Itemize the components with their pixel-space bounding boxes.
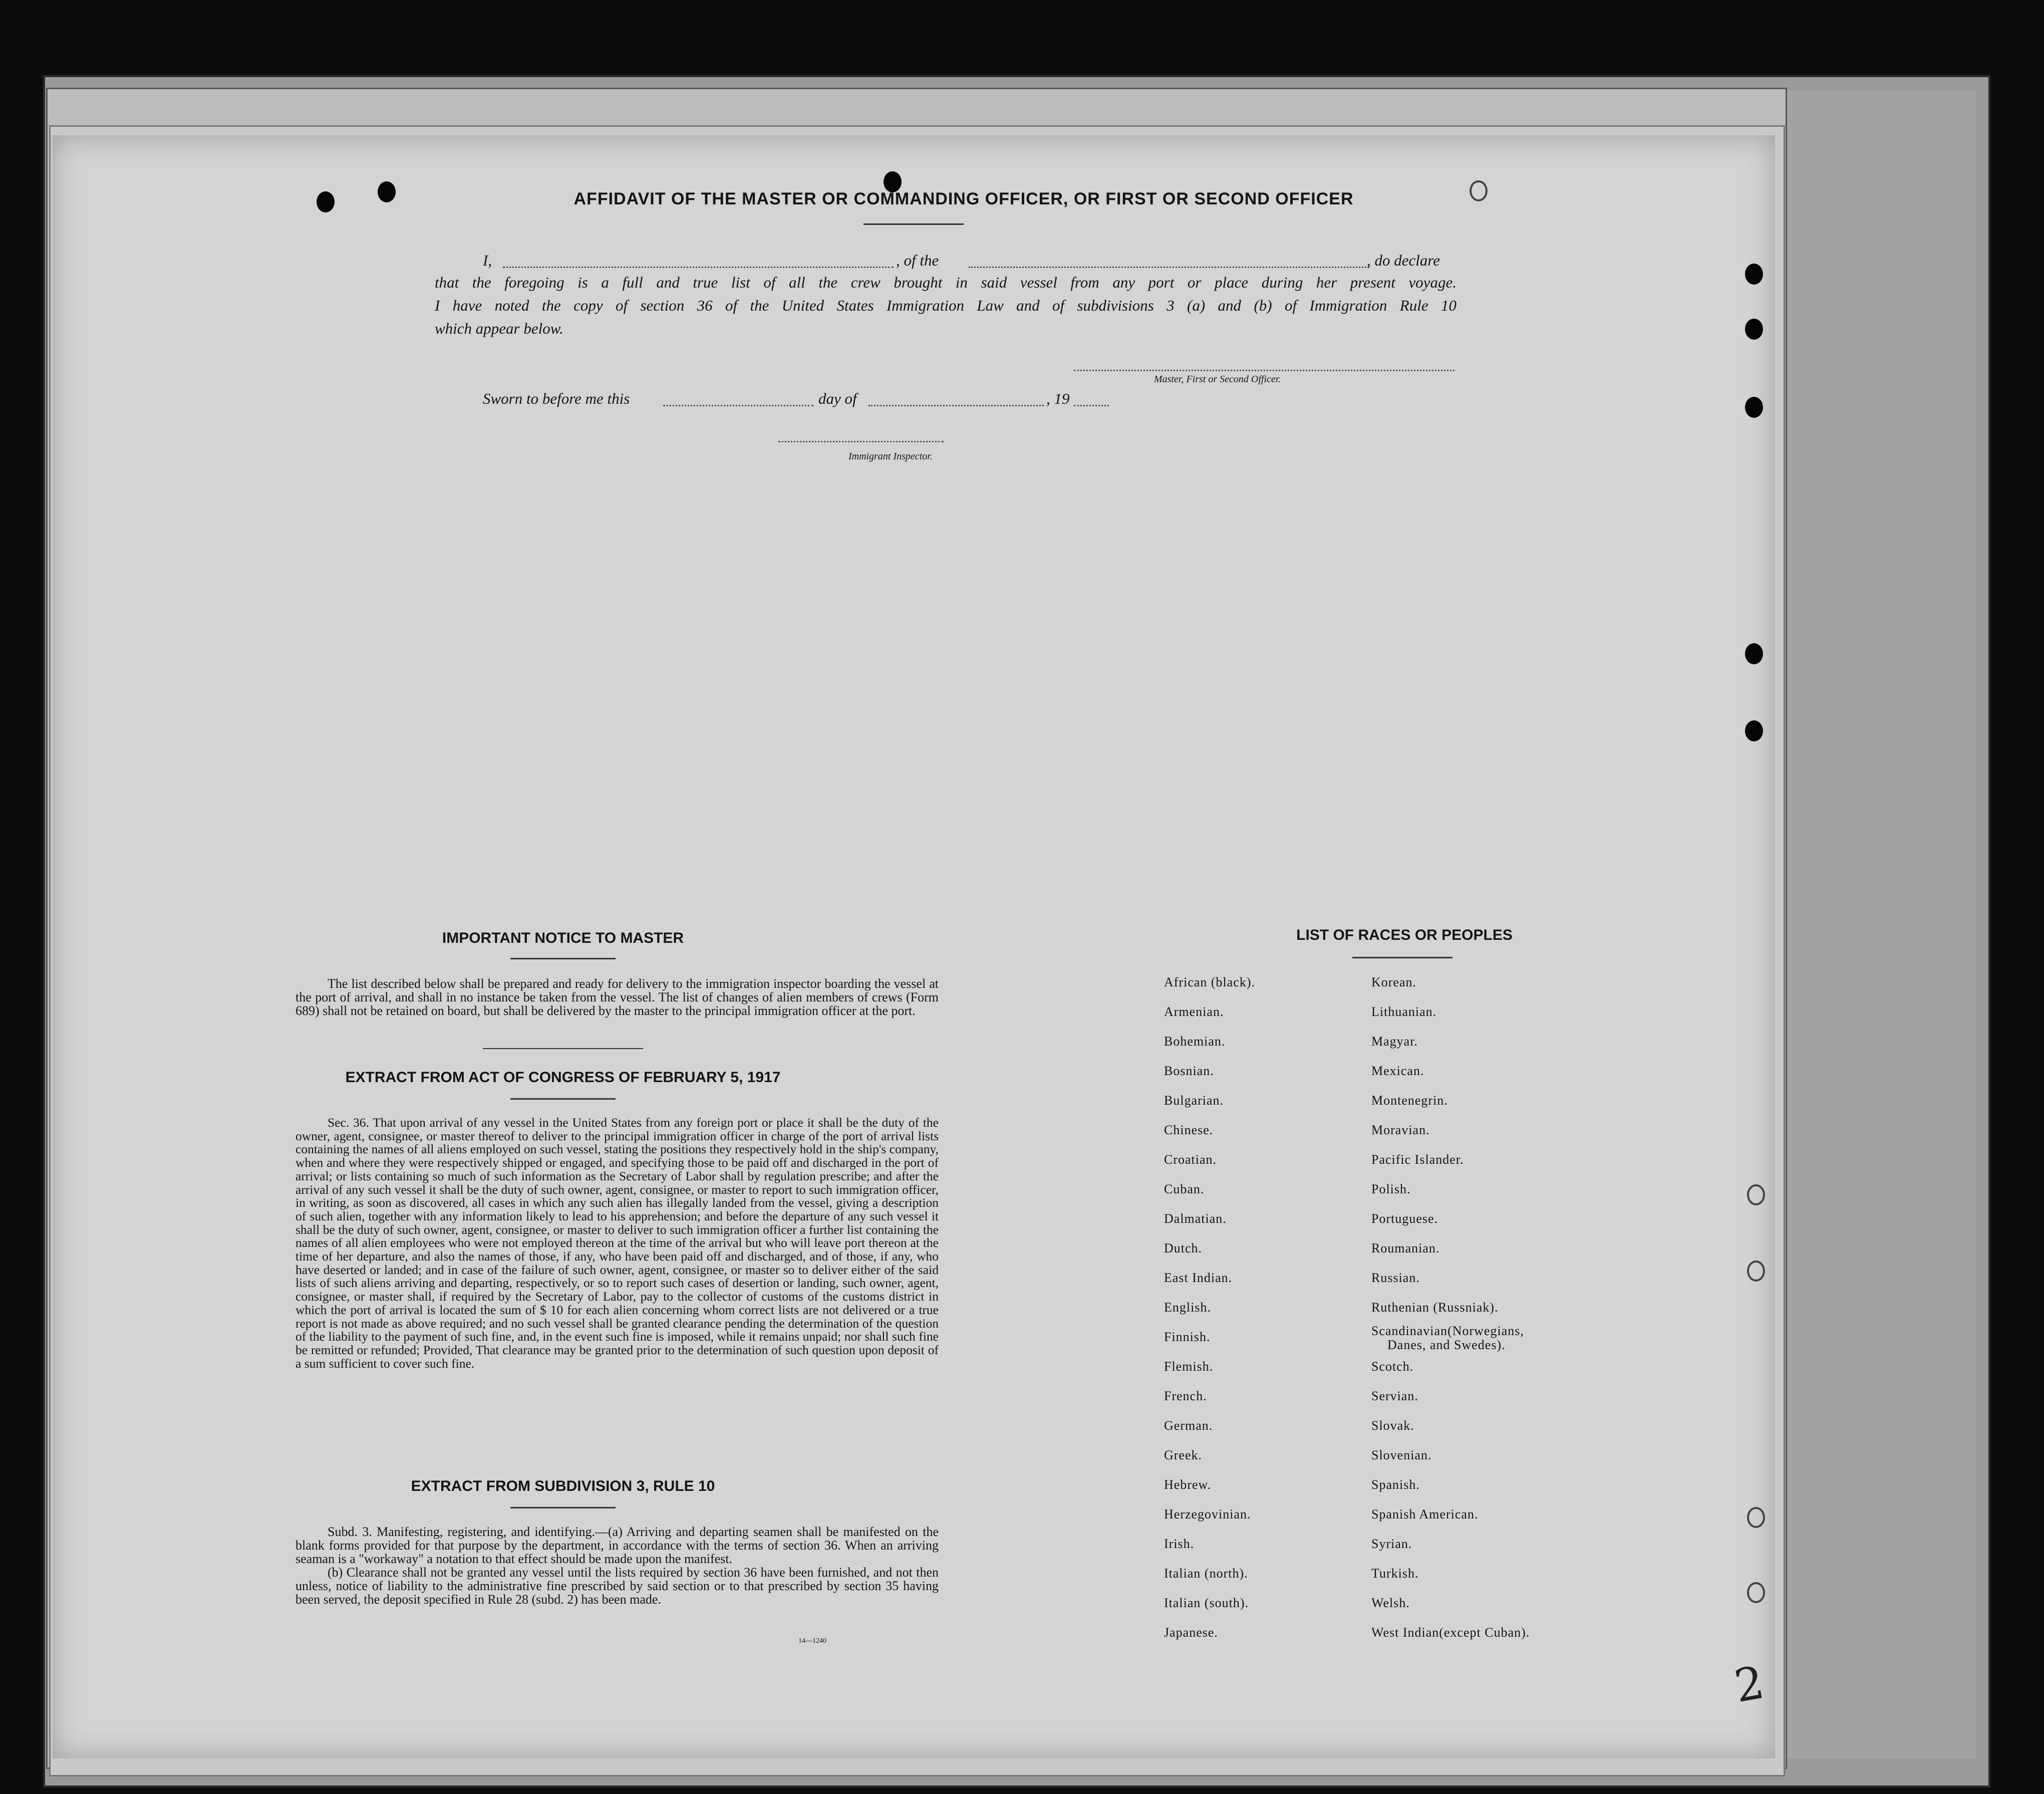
race-item: Magyar.	[1371, 1034, 1418, 1049]
race-item: Finnish.	[1164, 1330, 1211, 1344]
punch-hole	[1747, 1507, 1765, 1528]
notice-title: IMPORTANT NOTICE TO MASTER	[442, 930, 684, 946]
punch-hole	[1745, 397, 1763, 418]
race-item: Dutch.	[1164, 1241, 1203, 1255]
race-item: French.	[1164, 1389, 1207, 1403]
race-item: German.	[1164, 1418, 1213, 1433]
punch-hole	[317, 191, 335, 212]
sworn-prefix: Sworn to before me this	[483, 390, 630, 407]
notice-paragraph: The list described below shall be prepared and ready for delivery to the immigration inspector boarding the vessel at the port of arrival, and shall in no instance be taken from the vessel. The list of changes of alien members of crews (Form 689) shall not be retained on board, but shall be delivered by the master to the principal immigration officer at the port.	[296, 976, 939, 1018]
signature-blank	[1074, 370, 1454, 371]
punch-hole	[1745, 319, 1763, 340]
race-item: Bulgarian.	[1164, 1093, 1224, 1108]
rule-paragraph-b: (b) Clearance shall not be granted any vessel until the lists required by section 36 have been furnished, and not then unless, notice of liability to the administrative fine prescribed by said section or to that prescribed by section 35 having been served, the deposit specified in Rule 28 (subd. 2) has been made.	[296, 1565, 939, 1607]
act-rule	[510, 1098, 616, 1100]
races-rule	[1352, 957, 1452, 958]
race-item: Turkish.	[1371, 1566, 1419, 1581]
race-item: Spanish American.	[1371, 1507, 1479, 1521]
race-item: Scotch.	[1371, 1359, 1414, 1374]
race-item-continuation: Danes, and Swedes).	[1387, 1338, 1506, 1352]
race-item: Italian (south).	[1164, 1596, 1249, 1610]
sworn-year: , 19	[1046, 390, 1070, 407]
race-item: Dalmatian.	[1164, 1211, 1227, 1226]
punch-hole	[1747, 1260, 1765, 1282]
race-item: Scandinavian(Norwegians,	[1371, 1324, 1524, 1338]
affidavit-i: I,	[483, 251, 492, 269]
signature-label: Master, First or Second Officer.	[1154, 374, 1281, 385]
punch-hole	[378, 181, 396, 202]
name-blank	[503, 267, 894, 268]
race-item: Croatian.	[1164, 1152, 1217, 1167]
race-item: Servian.	[1371, 1389, 1418, 1403]
punch-hole	[1747, 1582, 1765, 1603]
race-item: Syrian.	[1371, 1536, 1412, 1551]
race-item: Pacific Islander.	[1371, 1152, 1464, 1167]
act-paragraph: Sec. 36. That upon arrival of any vessel in the United States from any foreign port or place it shall be the duty of the owner, agent, consignee, or master thereof to deliver to the principal immigration officer in charge of the port of arrival lists containing the names of all aliens employed on such vessel, stating the positions they respectively hold in the ship's company, when and where they were respectively shipped or engaged, and specifying those to be paid off and discharged in the port of arrival; or lists containing so much of such information as the Secretary of Labor shall by regulation prescribe; and after the arrival of any such vessel it shall be the duty of such owner, agent, consignee, or master to report to such immigration officer, in writing, as soon as discovered, all cases in which any such alien has illegally landed from the vessel, giving a description of such alien, together with any information likely to lead to his apprehension; and before the departure of any such vessel it shall be the duty of such owner, agent, consignee, or master to deliver to such immigration officer a further list containing the names of all alien employees who were not employed thereon at the time of the arrival but who will leave port thereon at the time of her departure, and also the names of those, if any, who have been paid off and discharged, and of those, if any, who have deserted or landed; and in case of the failure of such owner, agent, consignee, or master so to deliver either of the said lists of such aliens arriving and departing, respectively, or so to report such cases of desertion or landing, such owner, agent, consignee, or master shall, if required by the Secretary of Labor, pay to the collector of customs of the customs district in which the port of arrival is located the sum of $ 10 for each alien concerning whom correct lists are not delivered or a true report is not made as above required; and no such vessel shall be granted clearance pending the determination of the question of the liability to the payment of such fine, and, in the event such fine is imposed, while it remains unpaid; nor shall such fine be remitted or refunded; Provided, That clearance may be granted prior to the determination of such question upon deposit of a sum sufficient to cover such fine.	[296, 1115, 939, 1371]
rule-title: EXTRACT FROM SUBDIVISION 3, RULE 10	[411, 1478, 715, 1494]
race-item: Herzegovinian.	[1164, 1507, 1251, 1521]
sworn-year-blank	[1074, 405, 1109, 406]
race-item: Bosnian.	[1164, 1064, 1214, 1078]
rule-paragraph-a: Subd. 3. Manifesting, registering, and identifying.—(a) Arriving and departing seamen shall be manifested on the blank forms provided for that purpose by the department, in accordance with the terms of section 36. When an arriving seaman is a "workaway" a notation to that effect should be made upon the manifest.	[296, 1524, 939, 1566]
race-item: Montenegrin.	[1371, 1093, 1448, 1108]
race-item: Welsh.	[1371, 1596, 1410, 1610]
race-item: Slovenian.	[1371, 1448, 1432, 1462]
races-title: LIST OF RACES OR PEOPLES	[1296, 927, 1513, 943]
race-item: Korean.	[1371, 975, 1417, 989]
punch-hole	[1745, 643, 1763, 664]
affidavit-line-2: that the foregoing is a full and true list of all the crew brought in said vessel from any port or place during her present voyage.	[435, 274, 1456, 291]
inspector-blank	[778, 441, 944, 442]
notice-text	[296, 977, 939, 1017]
race-item: Flemish.	[1164, 1359, 1214, 1374]
race-item: Italian (north).	[1164, 1566, 1248, 1581]
race-item: Chinese.	[1164, 1123, 1214, 1137]
race-item: Japanese.	[1164, 1625, 1218, 1640]
rule-text	[296, 1525, 939, 1606]
punch-hole	[1745, 264, 1763, 285]
race-item: Slovak.	[1371, 1418, 1414, 1433]
race-item: Greek.	[1164, 1448, 1203, 1462]
race-item: Moravian.	[1371, 1123, 1430, 1137]
race-item: Irish.	[1164, 1536, 1195, 1551]
manifest-page	[52, 135, 1775, 1758]
race-item: Cuban.	[1164, 1182, 1205, 1196]
race-item: Spanish.	[1371, 1477, 1420, 1492]
race-item: Armenian.	[1164, 1004, 1224, 1019]
notice-rule	[510, 958, 616, 959]
affidavit-line-4: which appear below.	[435, 320, 563, 337]
print-code: 14—1240	[798, 1637, 826, 1645]
race-item: Lithuanian.	[1371, 1004, 1437, 1019]
stacked-page-edges	[1786, 90, 1976, 1758]
race-item: Ruthenian (Russniak).	[1371, 1300, 1499, 1315]
vessel-blank	[969, 267, 1369, 268]
inspector-label: Immigrant Inspector.	[848, 451, 933, 462]
affidavit-of-the: , of the	[896, 251, 939, 269]
race-item: West Indian(except Cuban).	[1371, 1625, 1530, 1640]
race-item: English.	[1164, 1300, 1211, 1315]
punch-hole	[1747, 1184, 1765, 1205]
punch-hole	[1470, 180, 1488, 201]
affidavit-title: AFFIDAVIT OF THE MASTER OR COMMANDING OFFICER, OR FIRST OR SECOND OFFICER	[573, 189, 1354, 208]
race-item: African (black).	[1164, 975, 1256, 989]
race-item: Roumanian.	[1371, 1241, 1440, 1255]
punch-hole	[1745, 720, 1763, 741]
race-item: Polish.	[1371, 1182, 1411, 1196]
race-item: Bohemian.	[1164, 1034, 1226, 1049]
title-rule	[863, 223, 964, 225]
race-item: Portuguese.	[1371, 1211, 1438, 1226]
race-item: Russian.	[1371, 1270, 1420, 1285]
sworn-day-of: day of	[818, 390, 857, 407]
handwritten-page-number: 2	[1730, 1656, 1768, 1713]
act-title: EXTRACT FROM ACT OF CONGRESS OF FEBRUARY 5, 1917	[345, 1069, 781, 1086]
sworn-month-blank	[868, 405, 1044, 406]
race-item: Mexican.	[1371, 1064, 1424, 1078]
affidavit-line-3: I have noted the copy of section 36 of the United States Immigration Law and of subdivisions 3 (a) and (b) of Immigration Rule 10	[435, 297, 1456, 314]
sworn-day-blank	[663, 405, 813, 406]
race-item: Hebrew.	[1164, 1477, 1212, 1492]
act-text	[296, 1116, 939, 1370]
race-item: East Indian.	[1164, 1270, 1233, 1285]
affidavit-do-declare: , do declare	[1367, 251, 1440, 269]
rule-rule	[510, 1507, 616, 1508]
notice-separator	[483, 1048, 643, 1049]
